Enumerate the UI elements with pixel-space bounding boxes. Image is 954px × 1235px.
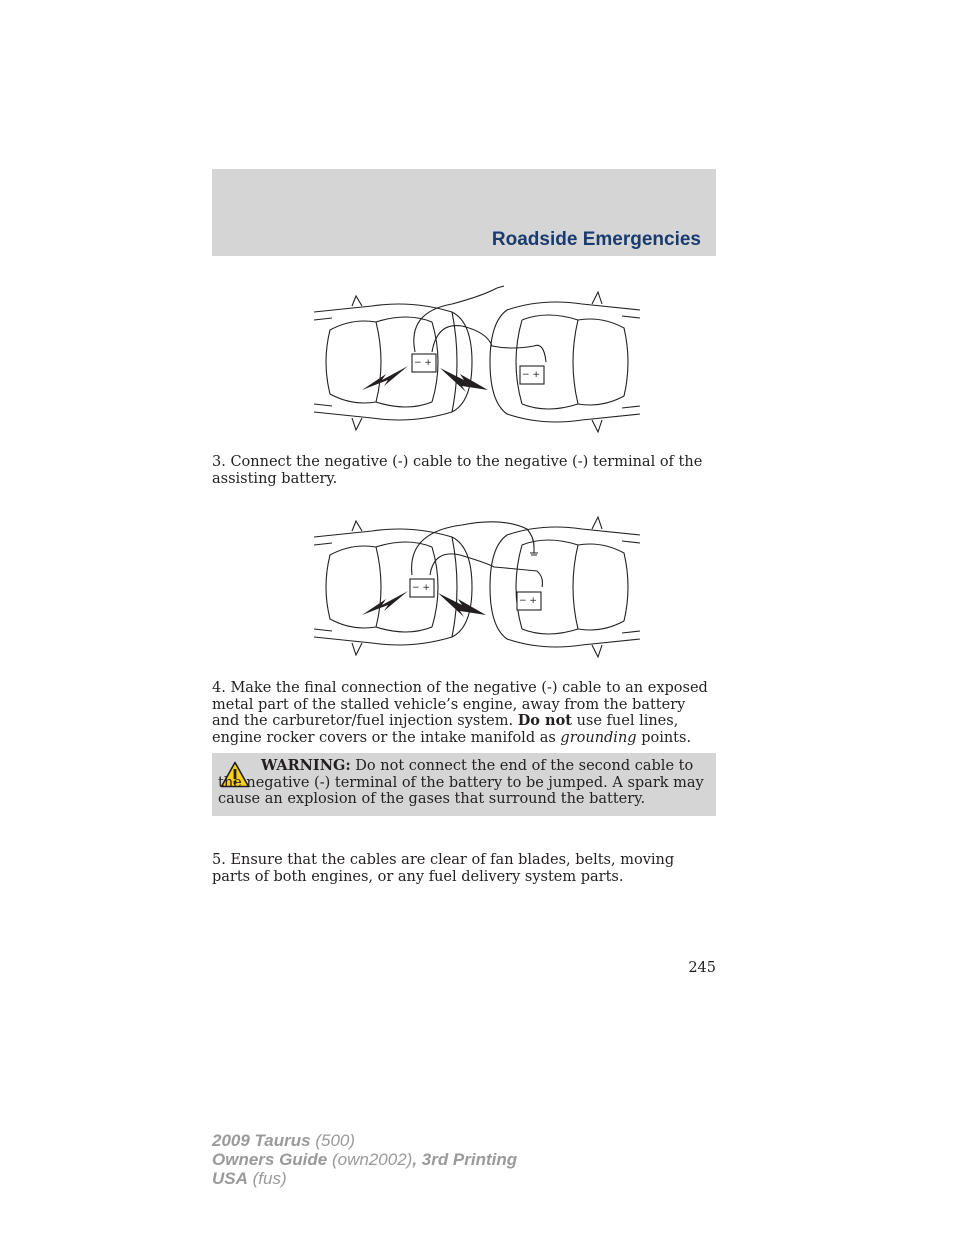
footer-model: 2009 Taurus (212, 1131, 311, 1150)
warning-box (212, 753, 716, 816)
battery-terminals-left: − + (414, 358, 432, 368)
battery-terminals-right: − + (522, 370, 540, 380)
footer-region-code: (fus) (252, 1169, 287, 1188)
warning-label: WARNING: (261, 757, 351, 774)
warning-text (218, 758, 706, 808)
footer-model-code: (500) (315, 1131, 356, 1150)
footer-guide-code: (own2002) (331, 1150, 413, 1169)
step-4-part-3: points. (641, 729, 692, 746)
section-title: Roadside Emergencies (491, 229, 701, 250)
footer-guide: Owners Guide (212, 1150, 328, 1169)
step-4-part-1: 4. Make the final connection of the negative (-) cable to an exposed metal part of the stalled vehicle’s engine, away from the battery and the carburetor/fuel injection system. (212, 680, 708, 729)
footer (212, 1131, 517, 1188)
step-4-italic: grounding (560, 729, 637, 746)
step-4-part-2: use fuel lines, engine rocker covers or the intake manifold as (212, 713, 679, 746)
step-5-text: 5. Ensure that the cables are clear of fan blades, belts, moving parts of both engines, or any fuel delivery system parts. (212, 852, 675, 885)
step-3-text: 3. Connect the negative (-) cable to the negative (-) terminal of the assisting battery. (212, 454, 703, 487)
warning-body: Do not connect the end of the second cable to the negative (-) terminal of the battery to be jumped. A spark may cause an explosion of the gases that surround the battery. (218, 758, 704, 807)
step-4-text (212, 680, 716, 746)
footer-region: USA (212, 1169, 248, 1188)
jump-start-illustration-2 (312, 507, 642, 667)
page-number: 245 (688, 960, 716, 976)
header-band (212, 169, 716, 256)
jump-start-illustration-1 (312, 282, 642, 442)
battery-terminals-right: − + (519, 596, 537, 606)
step-4-bold: Do not (517, 712, 572, 729)
battery-terminals-left: − + (412, 583, 430, 593)
footer-printing: , 3rd Printing (412, 1150, 518, 1169)
